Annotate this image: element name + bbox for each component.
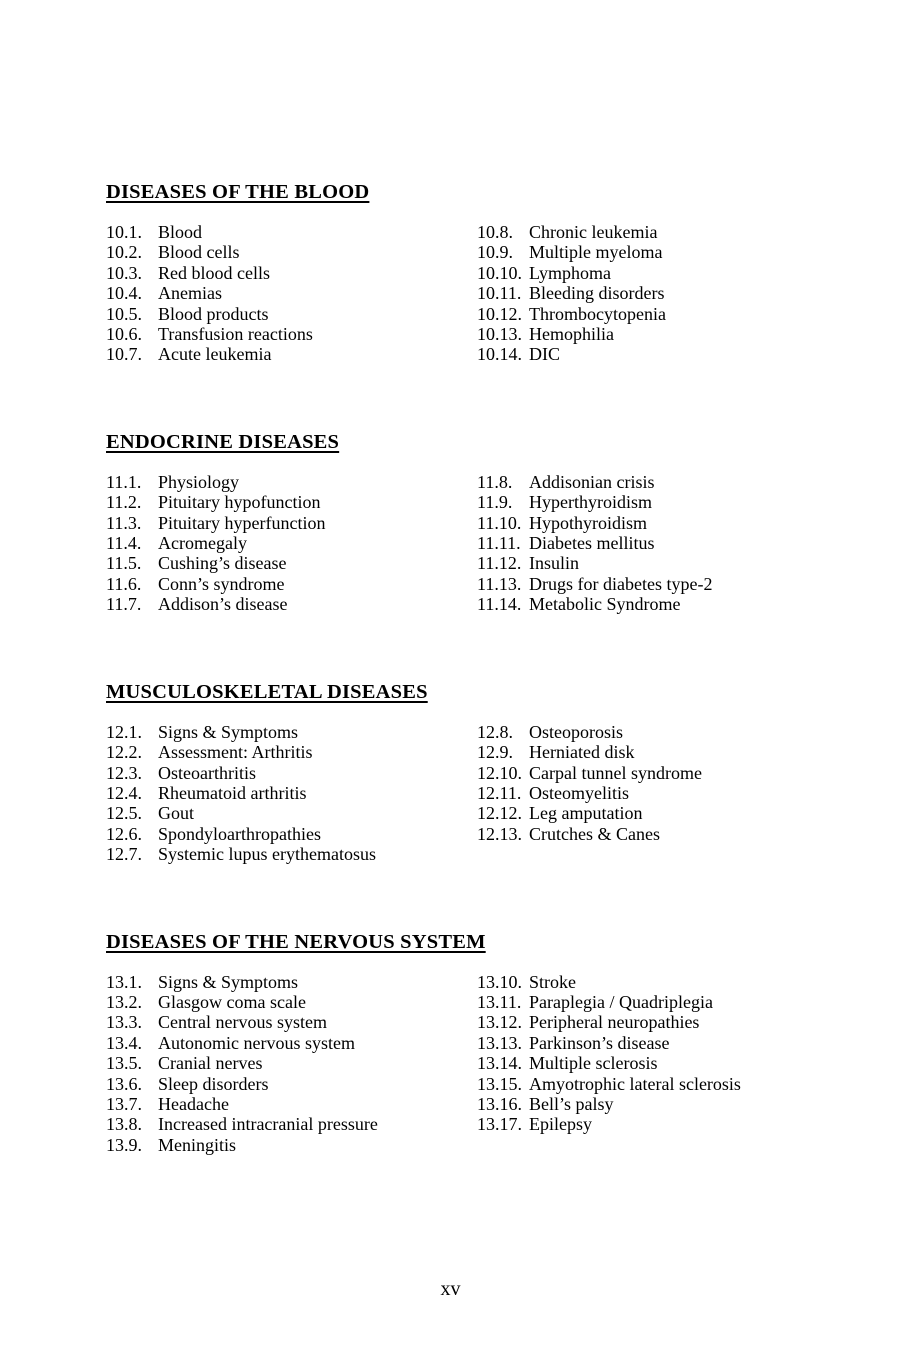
toc-item-number: 12.10. xyxy=(477,762,522,783)
toc-item-label: Addisonian crisis xyxy=(529,471,655,492)
toc-item xyxy=(477,304,851,324)
toc-item-number: 13.10. xyxy=(477,971,522,992)
toc-item xyxy=(106,513,477,533)
toc-item xyxy=(477,1094,851,1114)
toc-item xyxy=(106,992,477,1012)
toc-item-label: Bleeding disorders xyxy=(529,283,665,304)
toc-item-label: Thrombocytopenia xyxy=(529,303,666,324)
toc-item-number: 13.15. xyxy=(477,1073,522,1094)
toc-item xyxy=(106,492,477,512)
toc-item-label: Cushing’s disease xyxy=(158,553,287,574)
toc-item-number: 11.10. xyxy=(477,512,522,533)
toc-item xyxy=(106,344,477,364)
toc-item-label: Hyperthyroidism xyxy=(529,492,652,513)
section-columns xyxy=(106,472,851,615)
toc-item-number: 10.10. xyxy=(477,262,522,283)
toc-item-label: Herniated disk xyxy=(529,742,635,763)
toc-item xyxy=(477,1053,851,1073)
toc-item xyxy=(106,1094,477,1114)
toc-item xyxy=(106,1135,477,1155)
section-heading: DISEASES OF THE BLOOD xyxy=(106,181,370,203)
toc-item xyxy=(106,263,477,283)
toc-item-label: Headache xyxy=(158,1093,229,1114)
toc-item-label: Autonomic nervous system xyxy=(158,1032,355,1053)
toc-item-number: 12.5. xyxy=(106,803,142,824)
toc-item-number: 13.14. xyxy=(477,1053,522,1074)
toc-item-label: Multiple myeloma xyxy=(529,242,663,263)
toc-item-number: 13.11. xyxy=(477,991,522,1012)
toc-item xyxy=(477,803,851,823)
toc-item xyxy=(106,763,477,783)
toc-item-number: 13.2. xyxy=(106,991,142,1012)
toc-item-label: Gout xyxy=(158,803,194,824)
toc-item-label: Pituitary hyperfunction xyxy=(158,512,326,533)
toc-item-number: 12.8. xyxy=(477,721,513,742)
toc-item-number: 12.12. xyxy=(477,803,522,824)
toc-item xyxy=(477,763,851,783)
toc-item-number: 11.3. xyxy=(106,512,142,533)
toc-item-number: 10.6. xyxy=(106,324,142,345)
toc-item-label: Osteoarthritis xyxy=(158,762,256,783)
toc-item-number: 11.1. xyxy=(106,471,142,492)
toc-item xyxy=(106,283,477,303)
toc-item-number: 10.14. xyxy=(477,344,522,365)
toc-item-number: 13.7. xyxy=(106,1093,142,1114)
toc-item xyxy=(477,553,851,573)
section-column xyxy=(106,222,477,365)
toc-item xyxy=(106,533,477,553)
toc-item-label: Hemophilia xyxy=(529,324,614,345)
toc-item-number: 12.3. xyxy=(106,762,142,783)
section-heading: MUSCULOSKELETAL DISEASES xyxy=(106,680,428,703)
toc-item-number: 11.2. xyxy=(106,492,142,513)
section-column xyxy=(106,972,477,1156)
page-number: xv xyxy=(440,1278,461,1300)
toc-item-number: 13.9. xyxy=(106,1134,142,1155)
toc-section xyxy=(106,181,851,365)
section-heading: DISEASES OF THE NERVOUS SYSTEM xyxy=(106,930,486,953)
toc-item-number: 11.11. xyxy=(477,533,521,554)
toc-item-label: Insulin xyxy=(529,553,580,574)
toc-item-label: Rheumatoid arthritis xyxy=(158,782,307,803)
toc-item xyxy=(477,1012,851,1032)
toc-item-label: DIC xyxy=(529,344,560,365)
toc-item-label: Carpal tunnel syndrome xyxy=(529,762,702,783)
toc-section xyxy=(106,931,851,1156)
toc-item xyxy=(477,992,851,1012)
toc-item-number: 13.8. xyxy=(106,1114,142,1135)
toc-item-label: Physiology xyxy=(158,471,240,492)
toc-item-number: 12.11. xyxy=(477,782,522,803)
section-column xyxy=(106,472,477,615)
section-column xyxy=(477,972,851,1135)
toc-item-label: Spondyloarthropathies xyxy=(158,823,321,844)
toc-item-number: 10.13. xyxy=(477,324,522,345)
toc-item-label: Addison’s disease xyxy=(158,594,288,615)
toc-item-number: 11.13. xyxy=(477,573,522,594)
section-column xyxy=(106,722,477,865)
table-of-contents xyxy=(106,181,851,1155)
toc-item-label: Osteoporosis xyxy=(529,721,623,742)
toc-item-number: 12.6. xyxy=(106,823,142,844)
toc-item-number: 10.1. xyxy=(106,222,142,242)
toc-item-label: Osteomyelitis xyxy=(529,782,629,803)
toc-item-number: 10.12. xyxy=(477,303,522,324)
toc-item xyxy=(477,344,851,364)
toc-item xyxy=(106,222,477,242)
toc-item-label: Conn’s syndrome xyxy=(158,573,285,594)
toc-item-number: 11.6. xyxy=(106,573,142,594)
toc-item-label: Anemias xyxy=(158,283,222,304)
toc-item-number: 13.17. xyxy=(477,1114,522,1135)
toc-item-number: 10.5. xyxy=(106,303,142,324)
toc-item-number: 11.8. xyxy=(477,471,513,492)
toc-item-number: 10.8. xyxy=(477,222,513,242)
toc-item-label: Acute leukemia xyxy=(158,344,272,365)
toc-item-number: 10.7. xyxy=(106,344,142,365)
toc-item-label: Multiple sclerosis xyxy=(529,1053,658,1074)
toc-item-label: Blood products xyxy=(158,303,269,324)
toc-item-label: Assessment: Arthritis xyxy=(158,742,313,763)
toc-item-number: 13.16. xyxy=(477,1093,522,1114)
toc-item-label: Crutches & Canes xyxy=(529,823,660,844)
toc-item xyxy=(106,722,477,742)
toc-item xyxy=(106,844,477,864)
toc-item-number: 12.9. xyxy=(477,742,513,763)
toc-item-number: 11.5. xyxy=(106,553,142,574)
toc-item-number: 11.9. xyxy=(477,492,513,513)
toc-item-label: Amyotrophic lateral sclerosis xyxy=(529,1073,741,1094)
toc-item xyxy=(477,742,851,762)
toc-item-label: Paraplegia / Quadriplegia xyxy=(529,991,713,1012)
toc-item-number: 11.12. xyxy=(477,553,522,574)
toc-item xyxy=(106,553,477,573)
toc-item-label: Peripheral neuropathies xyxy=(529,1012,700,1033)
toc-item-number: 12.4. xyxy=(106,782,142,803)
toc-item xyxy=(477,1074,851,1094)
toc-item-number: 10.11. xyxy=(477,283,522,304)
toc-item-label: Diabetes mellitus xyxy=(529,533,655,554)
section-column xyxy=(477,722,851,844)
toc-item-label: Meningitis xyxy=(158,1134,237,1155)
toc-item-label: Metabolic Syndrome xyxy=(529,594,681,615)
toc-item-number: 11.4. xyxy=(106,533,142,554)
toc-item-number: 10.4. xyxy=(106,283,142,304)
toc-item xyxy=(106,972,477,992)
toc-item xyxy=(106,1053,477,1073)
toc-item xyxy=(477,513,851,533)
toc-item xyxy=(477,263,851,283)
toc-item xyxy=(477,824,851,844)
toc-item-number: 13.13. xyxy=(477,1032,522,1053)
toc-item xyxy=(477,492,851,512)
toc-item-number: 13.1. xyxy=(106,971,142,992)
toc-item xyxy=(477,242,851,262)
toc-section xyxy=(106,681,851,865)
toc-item-label: Increased intracranial pressure xyxy=(158,1114,378,1135)
toc-item-number: 13.3. xyxy=(106,1012,142,1033)
toc-item xyxy=(106,824,477,844)
toc-item-label: Acromegaly xyxy=(158,533,247,554)
toc-item xyxy=(106,1074,477,1094)
section-column xyxy=(477,222,851,365)
toc-item xyxy=(106,594,477,614)
toc-item xyxy=(477,324,851,344)
toc-item-label: Hypothyroidism xyxy=(529,512,648,533)
toc-item-label: Cranial nerves xyxy=(158,1053,263,1074)
toc-item-label: Signs & Symptoms xyxy=(158,971,299,992)
toc-item-label: Red blood cells xyxy=(158,262,270,283)
toc-item-number: 11.7. xyxy=(106,594,142,615)
toc-item xyxy=(106,803,477,823)
toc-item xyxy=(106,324,477,344)
toc-item xyxy=(477,1114,851,1134)
toc-item-number: 10.3. xyxy=(106,262,142,283)
toc-item-label: Central nervous system xyxy=(158,1012,327,1033)
toc-item-number: 12.7. xyxy=(106,844,142,865)
toc-item xyxy=(106,472,477,492)
toc-item-label: Leg amputation xyxy=(529,803,643,824)
toc-item xyxy=(106,1012,477,1032)
toc-item-number: 10.9. xyxy=(477,242,513,263)
toc-item-label: Bell’s palsy xyxy=(529,1093,614,1114)
toc-item xyxy=(106,242,477,262)
toc-item xyxy=(106,742,477,762)
toc-item-number: 12.13. xyxy=(477,823,522,844)
toc-item-label: Lymphoma xyxy=(529,262,611,283)
toc-item xyxy=(477,783,851,803)
toc-item-number: 10.2. xyxy=(106,242,142,263)
toc-item-label: Parkinson’s disease xyxy=(529,1032,670,1053)
toc-item-label: Signs & Symptoms xyxy=(158,721,299,742)
section-columns xyxy=(106,222,851,365)
toc-item xyxy=(477,472,851,492)
toc-item-label: Systemic lupus erythematosus xyxy=(158,844,376,865)
toc-item xyxy=(477,972,851,992)
toc-item xyxy=(477,722,851,742)
section-column xyxy=(477,472,851,615)
toc-item xyxy=(106,1033,477,1053)
toc-item xyxy=(477,283,851,303)
toc-item-number: 13.12. xyxy=(477,1012,522,1033)
toc-item-label: Chronic leukemia xyxy=(529,222,658,242)
toc-item-label: Drugs for diabetes type-2 xyxy=(529,573,713,594)
toc-item xyxy=(106,574,477,594)
toc-item-label: Transfusion reactions xyxy=(158,324,313,345)
toc-item-label: Stroke xyxy=(529,971,576,992)
toc-item-number: 11.14. xyxy=(477,594,522,615)
toc-item xyxy=(106,304,477,324)
toc-item-number: 12.1. xyxy=(106,721,142,742)
toc-item xyxy=(106,783,477,803)
toc-item-number: 12.2. xyxy=(106,742,142,763)
toc-item-label: Pituitary hypofunction xyxy=(158,492,321,513)
section-columns xyxy=(106,722,851,865)
toc-item-number: 13.5. xyxy=(106,1053,142,1074)
toc-item xyxy=(477,533,851,553)
toc-item-number: 13.4. xyxy=(106,1032,142,1053)
toc-item xyxy=(106,1114,477,1134)
toc-item-label: Sleep disorders xyxy=(158,1073,269,1094)
section-columns xyxy=(106,972,851,1156)
toc-item xyxy=(477,594,851,614)
toc-section xyxy=(106,431,851,615)
toc-item-number: 13.6. xyxy=(106,1073,142,1094)
toc-item-label: Glasgow coma scale xyxy=(158,991,306,1012)
toc-item-label: Epilepsy xyxy=(529,1114,592,1135)
toc-item xyxy=(477,1033,851,1053)
toc-item xyxy=(477,222,851,242)
toc-item xyxy=(477,574,851,594)
toc-item-label: Blood cells xyxy=(158,242,240,263)
section-heading: ENDOCRINE DISEASES xyxy=(106,430,340,453)
toc-item-label: Blood xyxy=(158,222,203,242)
